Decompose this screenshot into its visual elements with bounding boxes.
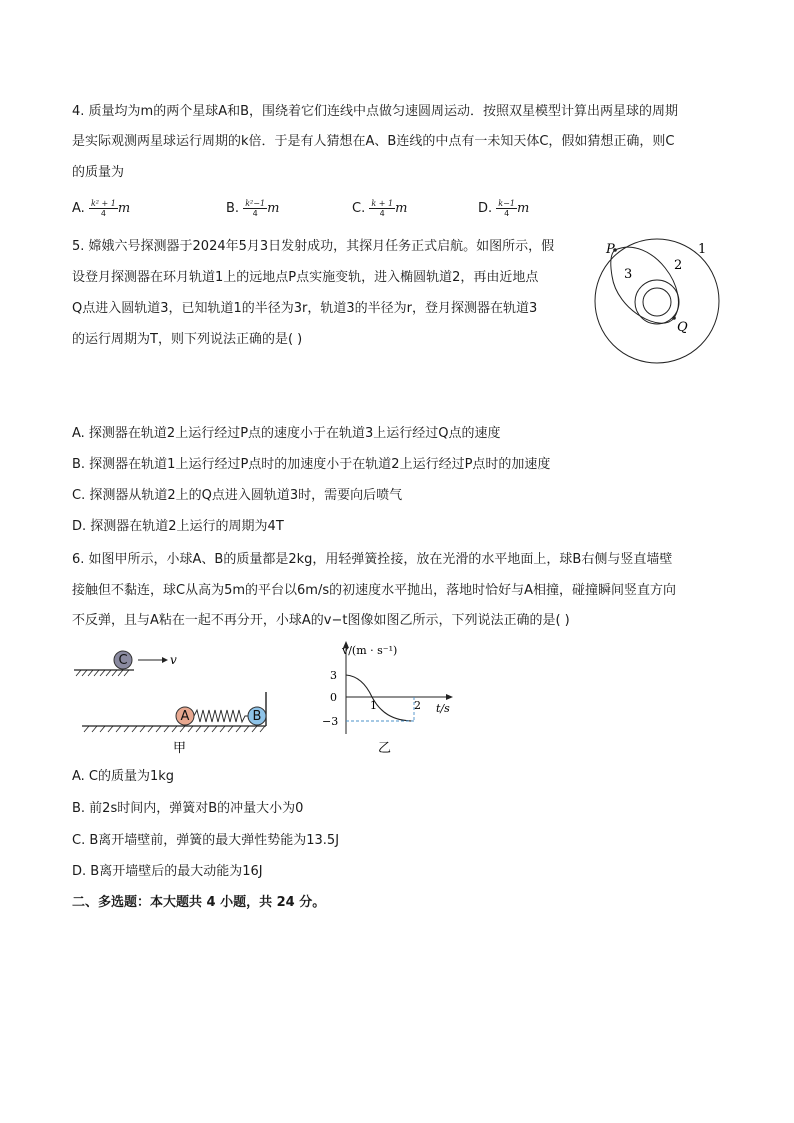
orbit-1 <box>595 239 719 363</box>
q6-line-2: 接触但不黏连，球C从高为5m的平台以6m/s的初速度水平抛出，落地时恰好与A相撞，碰撞瞬间竖直方向 <box>72 583 676 598</box>
q6-option-c: C. B离开墙壁前，弹簧的最大弹性势能为13.5J <box>72 833 340 848</box>
caption-yi: 乙 <box>378 741 392 756</box>
spring <box>194 710 250 722</box>
label-2: 2 <box>674 258 683 273</box>
section-heading-multiple-choice: 二、多选题：本大题共 4 小题，共 24 分。 <box>72 895 326 910</box>
q5-option-d: D. 探测器在轨道2上运行的周期为4T <box>72 519 284 534</box>
tick-t2: 2 <box>414 699 421 712</box>
q4-line-2: 是实际观测两星球运行周期的k倍．于是有人猜想在A、B连线的中点有一未知天体C，假如猜想正确，则C <box>72 134 675 149</box>
q4-option-c: C. $\frac{k + 1}{4}$ m <box>352 199 408 218</box>
q4-option-a: A. $\frac{\text{k² + 1}}{4}$ m <box>72 199 131 218</box>
label-q: Q <box>677 320 688 335</box>
label-1: 1 <box>698 242 707 257</box>
ball-b-label: B <box>252 709 262 724</box>
q5-option-c: C. 探测器从轨道2上的Q点进入圆轨道3时，需要向后喷气 <box>72 488 403 503</box>
q6-line-1: 6. 如图甲所示，小球A、B的质量都是2kg，用轻弹簧拴接，放在光滑的水平地面上，球B右侧与竖直墙壁 <box>72 552 673 567</box>
q4-line-3: 的质量为 <box>72 165 125 180</box>
tick-t1: 1 <box>370 699 377 712</box>
tick-0: 0 <box>330 691 337 704</box>
orbit-2-ellipse <box>611 247 679 323</box>
figure-yi <box>310 638 470 758</box>
q5-line-4: 的运行周期为T，则下列说法正确的是( ) <box>72 332 303 347</box>
q5-option-b: B. 探测器在轨道1上运行经过P点时的加速度小于在轨道2上运行经过P点时的加速度 <box>72 457 551 472</box>
ball-c-label: C <box>118 653 128 668</box>
moon <box>643 288 671 316</box>
q6-option-b: B. 前2s时间内，弹簧对B的冲量大小为0 <box>72 801 304 816</box>
tick-3: 3 <box>330 669 337 682</box>
x-label: t/s <box>436 702 450 715</box>
q5-line-1: 5. 嫦娥六号探测器于2024年5月3日发射成功，其探月任务正式启航。如图所示，假 <box>72 239 555 254</box>
label-p: P <box>606 242 615 257</box>
point-q <box>672 316 676 320</box>
vt-curve <box>346 675 414 721</box>
velocity-label: v <box>170 653 177 667</box>
q6-option-a: A. C的质量为1kg <box>72 769 175 784</box>
q5-line-2: 设登月探测器在环月轨道1上的远地点P点实施变轨，进入椭圆轨道2，再由近地点 <box>72 270 539 285</box>
y-label: v/(m · s⁻¹) <box>342 644 398 657</box>
q5-option-a: A. 探测器在轨道2上运行经过P点的速度小于在轨道3上运行经过Q点的速度 <box>72 426 501 441</box>
caption-jia: 甲 <box>173 741 187 756</box>
ball-a-label: A <box>180 709 190 724</box>
q5-line-3: Q点进入圆轨道3，已知轨道1的半径为3r，轨道3的半径为r，登月探测器在轨道3 <box>72 301 538 316</box>
figure-jia <box>70 642 280 758</box>
orbit-diagram <box>592 236 722 368</box>
tick-neg3: −3 <box>322 715 339 728</box>
q4-line-1: 4. 质量均为m的两个星球A和B，围绕着它们连线中点做匀速圆周运动．按照双星模型计算出两星球的周期 <box>72 104 679 119</box>
label-3: 3 <box>624 267 633 282</box>
q6-option-d: D. B离开墙壁后的最大动能为16J <box>72 864 263 879</box>
q4-option-b: B. $\frac{\text{k²−1}}{4}$ m <box>226 199 280 218</box>
q6-line-3: 不反弹，且与A粘在一起不再分开，小球A的v−t图像如图乙所示，下列说法正确的是( ) <box>72 613 570 628</box>
q4-option-d: D. $\frac{k-1}{4}$ m <box>478 199 530 218</box>
